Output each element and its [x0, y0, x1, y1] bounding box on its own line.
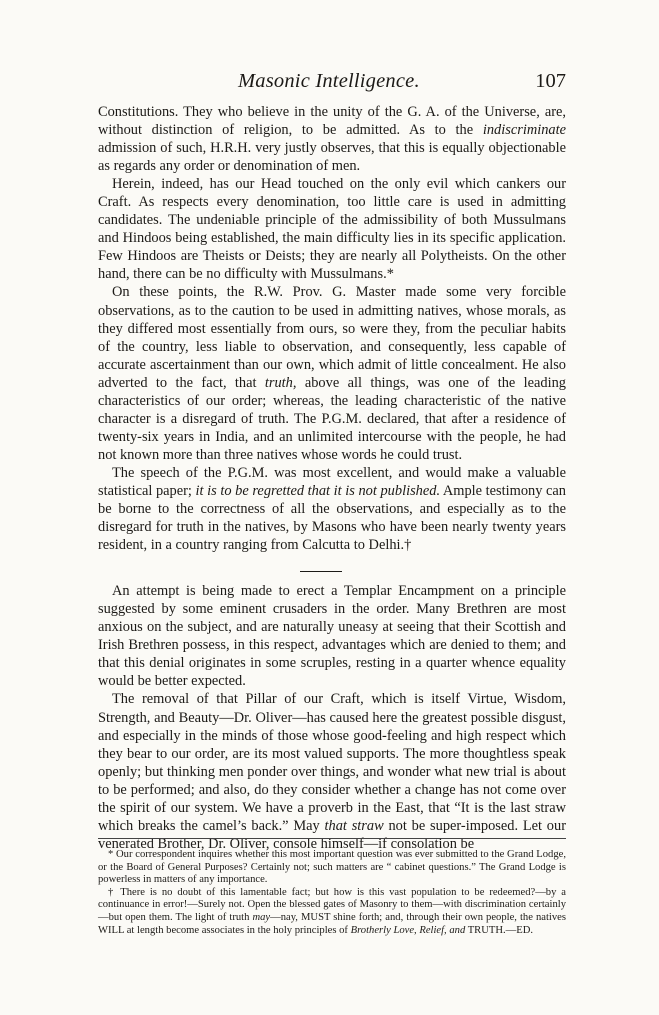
page-header [98, 70, 566, 96]
text-run: not be super-imposed. Let our venerated Brother, Dr. Oliver, console himself—if consolation be [98, 817, 566, 852]
paragraph [98, 283, 566, 463]
text-run-italic: truth, [264, 374, 297, 391]
text-run-italic: it is to be regretted that it is not published. [195, 482, 441, 499]
text-run-italic: indiscriminate [482, 122, 566, 139]
footnote [98, 887, 566, 937]
section-divider [300, 571, 342, 572]
text-run: Ample testimony can be borne to the correctness of all the observations, and especially as to the disregard for truth in the natives, by Masons who have been nearly twenty years resident, in a country ranging from Calcutta to Delhi.† [98, 482, 566, 554]
text-run: * Our correspondent inquires whether this most important question was ever submitted to the Grand Lodge, or the Board of General Purposes? Certainly not; such matters are “ cabinet questions.” The Grand Lodge is powerless in matters of any importance. [98, 849, 566, 886]
text-run: The removal of that Pillar of our Craft, which is itself Virtue, Wisdom, Strength, and Beauty—Dr. Oliver—has caused here the greatest possible disgust, and especially in the minds of those whose good-feeling and high respect which they bear to our order, are its most valued supports. The more thoughtless speak openly; but thinking men ponder over things, and wonder what new trial is about to be performed; and also, do they consider whether a change has not come over the spirit of our system. We have a proverb in the East, that “It is the last straw which breaks the camel’s back.” May [98, 691, 566, 834]
text-run-italic: may [252, 911, 271, 923]
paragraph [98, 690, 566, 852]
text-run: † There is no doubt of this lamentable fact; but how is this vast population to be redeemed?—by a continuance in error!—Surely not. Open the blessed gates of Masonry to them—with discrimination certainly—but open them. The light of truth [98, 886, 566, 923]
text-run: admission of such, H.R.H. very justly observes, that this is equally objectionable as regards any order or denomination of men. [98, 140, 566, 175]
page-number: 107 [535, 70, 566, 92]
text-run: above all things, was one of the leading characteristics of our order; whereas, the leading characteristic of the native character is a disregard of truth. The P.G.M. declared, that after a residence of twenty-six years in India, and an unlimited intercourse with the people, he had not known more than three natives whose words he could trust. [98, 374, 567, 463]
text-run: Constitutions. They who believe in the unity of the G. A. of the Universe, are, without distinction of religion, to be admitted. As to the [98, 104, 566, 139]
text-run: On these points, the R.W. Prov. G. Master made some very forcible observations, as to the caution to be used in admitting natives, whose morals, as they differed most essentially from ours, so were they, from the peculiar habits of the country, less liable to observation, and consequently, less capable of accurate ascertainment than our own, which admit of little concealment. He also adverted to the fact, that [98, 284, 566, 391]
article-body [98, 103, 566, 853]
text-run: —nay, MUST shine forth; and, through their own people, the natives WILL at length become associates in the holy principles of [98, 911, 566, 936]
footnote-divider [98, 838, 566, 839]
paragraph [98, 175, 566, 283]
text-run: An attempt is being made to erect a Templar Encampment on a principle suggested by some eminent crusaders in the order. Many Brethren are most anxious on the subject, and are naturally uneasy at seeing that their Scottish and Irish Brethren possess, in this respect, advantages which are denied to them; and that this denial originates in some scruples, resting in a quarter whence equality would be better expected. [98, 583, 566, 690]
text-run: TRUTH.—ED. [465, 924, 534, 936]
footnote [98, 849, 566, 887]
text-run: The speech of the P.G.M. was most excellent, and would make a valuable statistical paper; [98, 464, 566, 499]
paragraph [98, 464, 566, 554]
text-run: Herein, indeed, has our Head touched on the only evil which cankers our Craft. As respects every denomination, too little care is used in admitting candidates. The undeniable principle of the admissibility of both Mussulmans and Hindoos being established, the main difficulty lies in its specific application. Few Hindoos are Theists or Deists; they are nearly all Polytheists. On the other hand, there can be no difficulty with Mussulmans.* [98, 176, 566, 283]
paragraph [98, 582, 566, 690]
paragraph [98, 103, 566, 175]
running-title: Masonic Intelligence. [238, 70, 420, 92]
text-run-italic: Brotherly Love, Relief, and [350, 924, 466, 936]
footnotes [98, 849, 566, 937]
text-run-italic: that straw [324, 817, 384, 834]
